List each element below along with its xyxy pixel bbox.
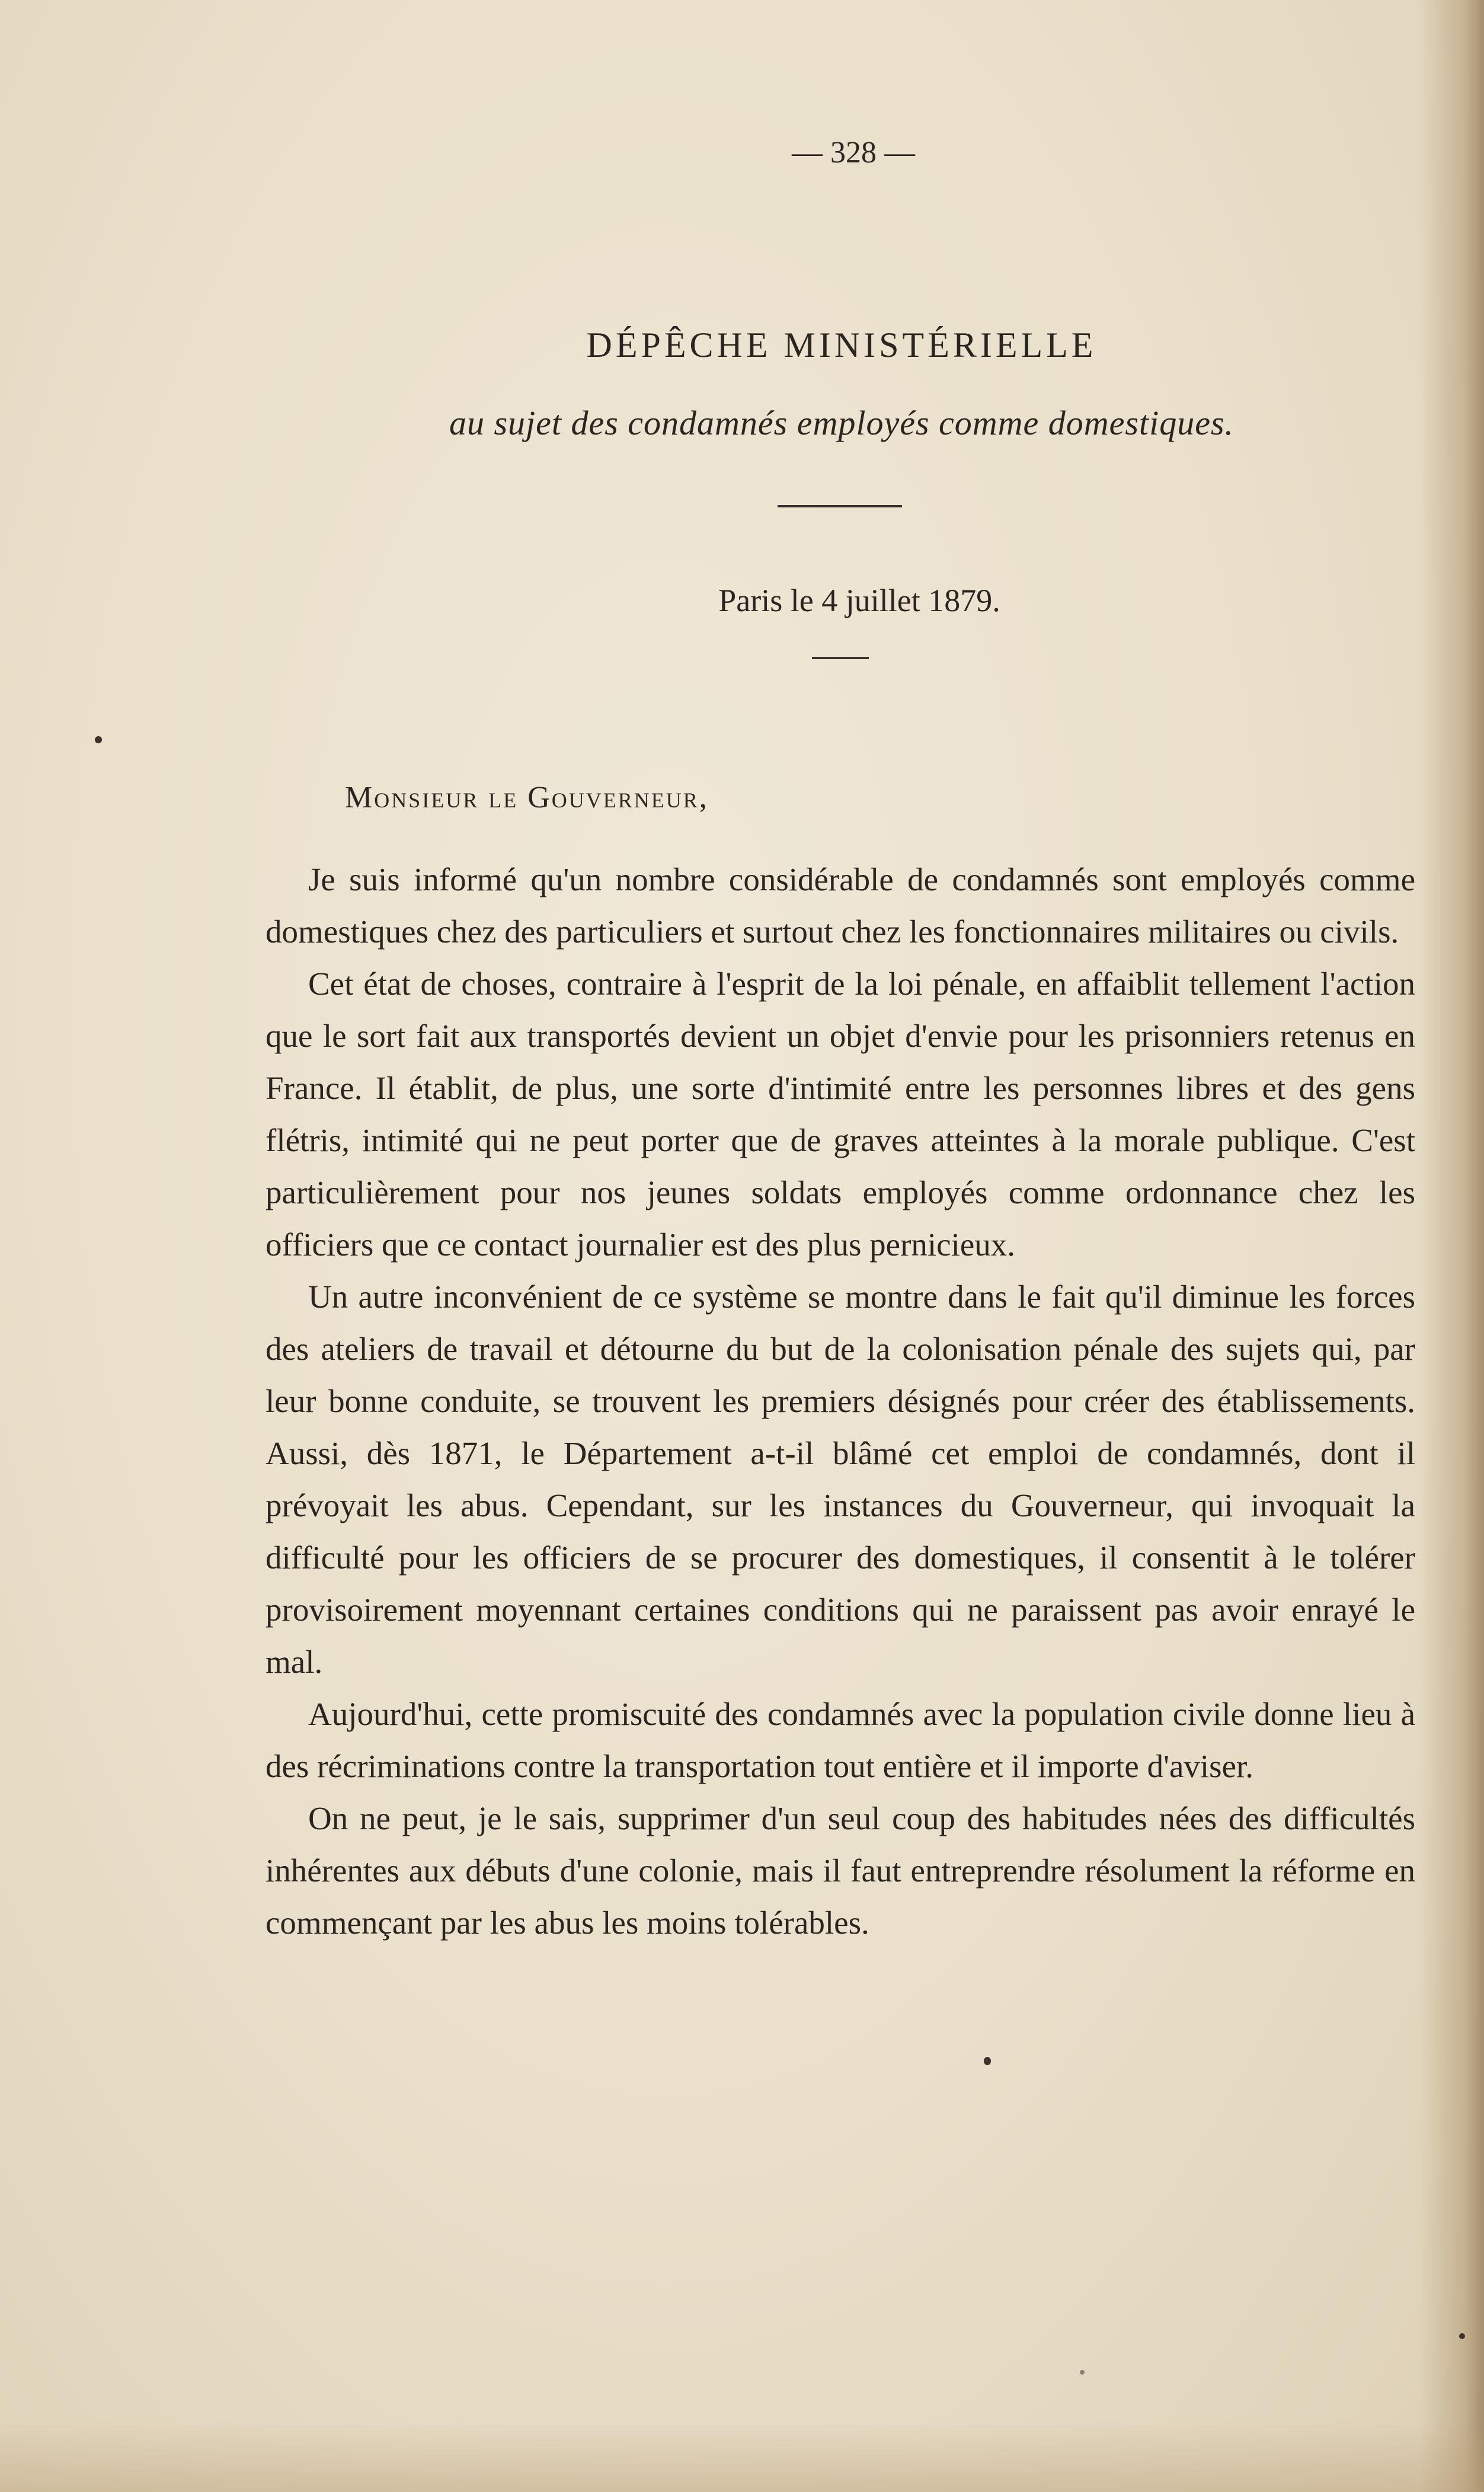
document-subtitle: au sujet des condamnés employés comme domestiques. [449,404,1234,442]
page-edge-shadow-right [1419,0,1484,2492]
salutation: Monsieur le Gouverneur, [345,781,709,814]
page-edge-shadow-bottom [0,2421,1484,2492]
body-paragraph: Cet état de choses, contraire à l'esprit de la loi pénale, en affaiblit tellement l'action que le sort fait aux transportés devient un objet d'envie pour les prisonniers retenus en France. Il établit, de plus, une sorte d'intimité entre les personnes libres et des gens flétris, intimité qui ne peut porter que de graves atteintes à la morale publique. C'est particulièrement pour nos jeunes soldats employés comme ordonnance chez les officiers que ce contact journalier est des plus pernicieux. [266,966,1415,1263]
title-divider-rule [778,505,902,507]
ink-speck [95,736,102,743]
letter-body [266,854,1415,1949]
dateline-divider-rule [812,657,869,659]
dateline: Paris le 4 juillet 1879. [718,583,1000,618]
ink-speck [1459,2333,1465,2339]
page-number: — 328 — [792,136,915,170]
ink-speck [984,2057,991,2065]
body-paragraph: Je suis informé qu'un nombre considérable de condamnés sont employés comme domestiques chez des particuliers et surtout chez les fonctionnaires militaires ou civils. [266,861,1415,950]
document-title: DÉPÊCHE MINISTÉRIELLE [586,325,1097,365]
body-paragraph: On ne peut, je le sais, supprimer d'un seul coup des habitudes nées des difficultés inhérentes aux débuts d'une colonie, mais il faut entreprendre résolument la réforme en commençant par les abus les moins tolérables. [266,1800,1415,1941]
ink-speck [1080,2370,1085,2375]
body-paragraph: Un autre inconvénient de ce système se montre dans le fait qu'il diminue les forces des ateliers de travail et détourne du but de la colonisation pénale des sujets qui, par leur bonne conduite, se trouvent les premiers désignés pour créer des établissements. Aussi, dès 1871, le Département a-t-il blâmé cet emploi de condamnés, dont il prévoyait les abus. Cependant, sur les instances du Gouverneur, qui invoquait la difficulté pour les officiers de se procurer des domestiques, il consentit à le tolérer provisoirement moyennant certaines conditions qui ne paraissent pas avoir enrayé le mal. [266,1279,1415,1680]
body-paragraph: Aujourd'hui, cette promiscuité des condamnés avec la population civile donne lieu à des récriminations contre la transportation tout entière et il importe d'aviser. [266,1696,1415,1784]
